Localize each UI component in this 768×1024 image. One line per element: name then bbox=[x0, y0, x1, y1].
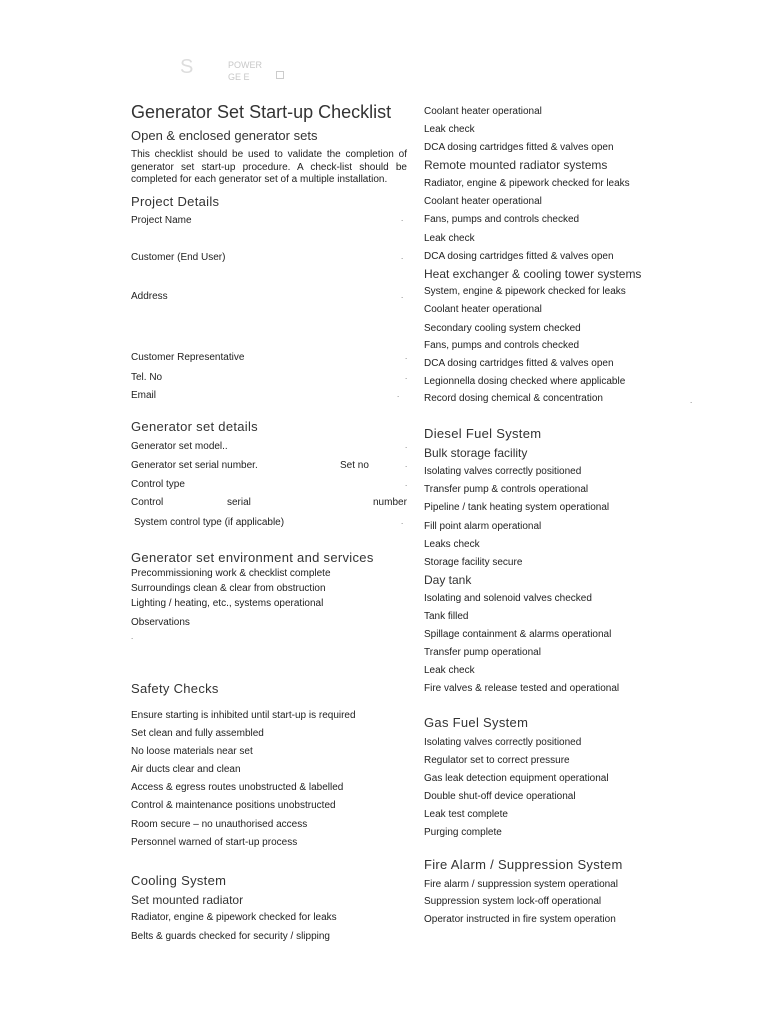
logo-text-line1: POWER bbox=[228, 60, 263, 70]
remote-radiator-subheading: Remote mounted radiator systems bbox=[424, 158, 608, 172]
heat-exchanger-subheading: Heat exchanger & cooling tower systems bbox=[424, 267, 642, 281]
email-label: Email bbox=[131, 390, 157, 401]
gas-item: Regulator set to correct pressure bbox=[424, 755, 570, 766]
cooling-item: Coolant heater operational bbox=[424, 196, 542, 207]
diesel-item: Transfer pump & controls operational bbox=[424, 484, 589, 495]
logo-mark: S bbox=[180, 56, 194, 78]
cooling-item: Belts & guards checked for security / slipping bbox=[131, 931, 330, 942]
environment-item: Surroundings clean & clear from obstruction bbox=[131, 583, 326, 594]
diesel-item: Storage facility secure bbox=[424, 557, 523, 568]
system-control-label: System control type (if applicable) bbox=[134, 517, 285, 528]
cooling-system-heading: Cooling System bbox=[131, 873, 227, 888]
cooling-item: Record dosing chemical & concentration bbox=[424, 393, 603, 404]
safety-checks-heading: Safety Checks bbox=[131, 681, 219, 696]
diesel-item: Fire valves & release tested and operational bbox=[424, 683, 620, 694]
control-label: Control bbox=[131, 497, 164, 508]
diesel-item: Tank filled bbox=[424, 611, 469, 622]
safety-item: No loose materials near set bbox=[131, 746, 253, 757]
cooling-item: Legionnella dosing checked where applicable bbox=[424, 376, 626, 387]
diesel-item: Transfer pump operational bbox=[424, 647, 541, 658]
environment-item: Precommissioning work & checklist complete bbox=[131, 568, 331, 579]
cooling-item: Leak check bbox=[424, 233, 475, 244]
cooling-item: DCA dosing cartridges fitted & valves open bbox=[424, 251, 614, 262]
project-name-label: Project Name bbox=[131, 215, 192, 226]
logo-box-icon bbox=[276, 71, 284, 79]
intro-paragraph: This checklist should be used to validate the completion of generator set start-up procedure. A check-list should be completed for each generator set of a multiple installation. bbox=[131, 149, 407, 185]
control-type-label: Control type bbox=[131, 479, 185, 490]
diesel-item: Fill point alarm operational bbox=[424, 521, 542, 532]
field-dot: . bbox=[397, 390, 400, 399]
generator-details-heading: Generator set details bbox=[131, 419, 258, 434]
diesel-item: Isolating and solenoid valves checked bbox=[424, 593, 592, 604]
day-tank-subheading: Day tank bbox=[424, 573, 472, 587]
tel-label: Tel. No bbox=[131, 372, 163, 383]
cooling-item: Radiator, engine & pipework checked for leaks bbox=[131, 912, 337, 923]
safety-item: Room secure – no unauthorised access bbox=[131, 819, 308, 830]
field-dot: . bbox=[405, 460, 408, 469]
bulk-storage-subheading: Bulk storage facility bbox=[424, 446, 528, 460]
field-dot: . bbox=[131, 632, 134, 641]
safety-item: Control & maintenance positions unobstructed bbox=[131, 800, 336, 811]
generator-model-label: Generator set model.. bbox=[131, 441, 228, 452]
serial-label: serial bbox=[227, 497, 251, 508]
safety-item: Air ducts clear and clean bbox=[131, 764, 241, 775]
cooling-item: System, engine & pipework checked for leaks bbox=[424, 286, 626, 297]
cooling-item: Fans, pumps and controls checked bbox=[424, 214, 580, 225]
gas-item: Gas leak detection equipment operational bbox=[424, 773, 609, 784]
customer-label: Customer (End User) bbox=[131, 252, 226, 263]
field-dot: . bbox=[401, 214, 404, 223]
environment-item: Lighting / heating, etc., systems operational bbox=[131, 598, 324, 609]
diesel-item: Pipeline / tank heating system operational bbox=[424, 502, 610, 513]
diesel-item: Leak check bbox=[424, 665, 475, 676]
cooling-item: Secondary cooling system checked bbox=[424, 323, 581, 334]
cooling-item: DCA dosing cartridges fitted & valves open bbox=[424, 358, 614, 369]
customer-rep-label: Customer Representative bbox=[131, 352, 245, 363]
number-label: number bbox=[373, 497, 407, 508]
diesel-fuel-heading: Diesel Fuel System bbox=[424, 426, 542, 441]
field-dot: . bbox=[401, 517, 404, 526]
field-dot: . bbox=[405, 441, 408, 450]
fire-item: Suppression system lock-off operational bbox=[424, 896, 602, 907]
cooling-item: Coolant heater operational bbox=[424, 106, 542, 117]
cooling-item: Fans, pumps and controls checked bbox=[424, 340, 580, 351]
safety-item: Ensure starting is inhibited until start-up is required bbox=[131, 710, 356, 721]
page-subtitle: Open & enclosed generator sets bbox=[131, 128, 318, 143]
fire-item: Fire alarm / suppression system operational bbox=[424, 879, 618, 890]
page-title: Generator Set Start-up Checklist bbox=[131, 102, 392, 122]
gas-fuel-heading: Gas Fuel System bbox=[424, 715, 529, 730]
field-dot: . bbox=[405, 372, 408, 381]
gas-item: Leak test complete bbox=[424, 809, 508, 820]
cooling-item: Radiator, engine & pipework checked for leaks bbox=[424, 178, 630, 189]
set-mounted-radiator-subheading: Set mounted radiator bbox=[131, 893, 244, 907]
field-dot: . bbox=[405, 352, 408, 361]
diesel-item: Isolating valves correctly positioned bbox=[424, 466, 582, 477]
gas-item: Isolating valves correctly positioned bbox=[424, 737, 582, 748]
set-no-label: Set no bbox=[340, 460, 369, 471]
cooling-item: Leak check bbox=[424, 124, 475, 135]
field-dot: . bbox=[690, 396, 693, 405]
observations-label: Observations bbox=[131, 617, 190, 628]
diesel-item: Leaks check bbox=[424, 539, 480, 550]
diesel-item: Spillage containment & alarms operational bbox=[424, 629, 612, 640]
gas-item: Purging complete bbox=[424, 827, 502, 838]
address-label: Address bbox=[131, 291, 168, 302]
safety-item: Set clean and fully assembled bbox=[131, 728, 264, 739]
field-dot: . bbox=[401, 252, 404, 261]
field-dot: . bbox=[405, 479, 408, 488]
logo-text-line2: GE E bbox=[228, 72, 250, 82]
fire-alarm-heading: Fire Alarm / Suppression System bbox=[424, 857, 623, 872]
field-dot: . bbox=[401, 291, 404, 300]
safety-item: Personnel warned of start-up process bbox=[131, 837, 298, 848]
generator-serial-label: Generator set serial number. bbox=[131, 460, 258, 471]
gas-item: Double shut-off device operational bbox=[424, 791, 576, 802]
safety-item: Access & egress routes unobstructed & labelled bbox=[131, 782, 344, 793]
cooling-item: Coolant heater operational bbox=[424, 304, 542, 315]
fire-item: Operator instructed in fire system operation bbox=[424, 914, 616, 925]
environment-heading: Generator set environment and services bbox=[131, 550, 374, 565]
project-details-heading: Project Details bbox=[131, 194, 220, 209]
cooling-item: DCA dosing cartridges fitted & valves open bbox=[424, 142, 614, 153]
